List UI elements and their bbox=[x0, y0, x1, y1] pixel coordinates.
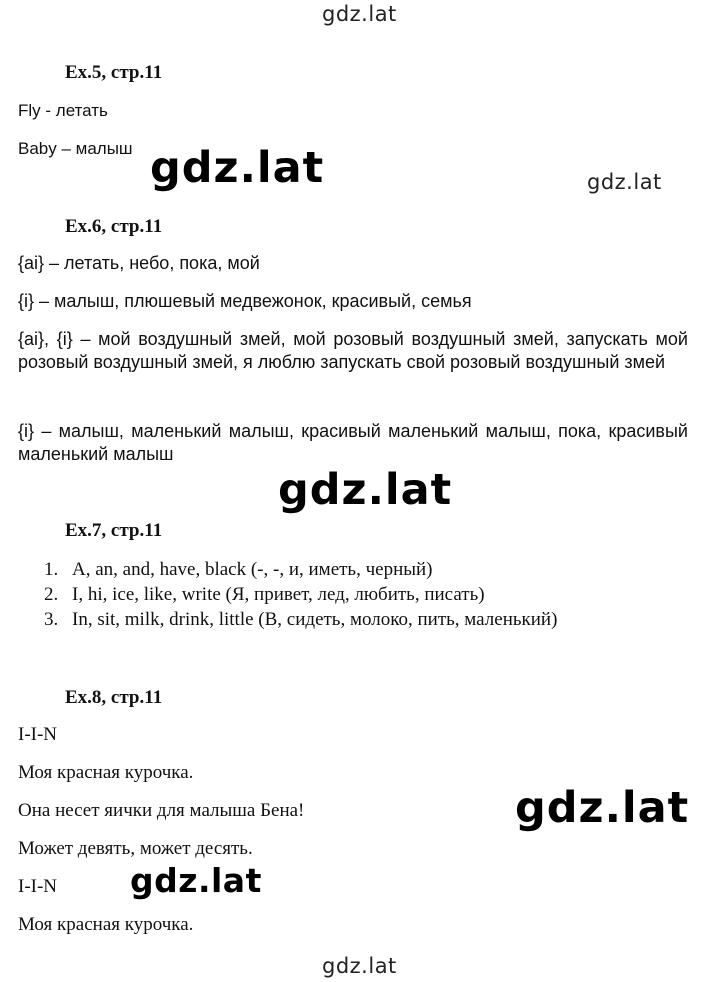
ex6-line-3: {ai}, {i} – мой воздушный змей, мой розовый воздушный змей, запускать мой розовый воздушный змей, я люблю запускать свой розовый воздушный змей bbox=[18, 329, 688, 372]
watermark-big-2: gdz.lat bbox=[278, 465, 453, 515]
watermark-big-1: gdz.lat bbox=[150, 143, 325, 193]
ex8-line-5: I-I-N bbox=[18, 876, 58, 897]
ex8-line-1: I-I-N bbox=[18, 724, 58, 745]
watermark-right-small: gdz.lat bbox=[587, 170, 662, 194]
ex6-line-1: {ai} – летать, небо, пока, мой bbox=[18, 253, 260, 273]
ex5-heading: Ex.5, стр.11 bbox=[65, 62, 163, 83]
list-item bbox=[44, 557, 557, 582]
watermark-mid: gdz.lat bbox=[130, 861, 262, 900]
list-item-number: 3. bbox=[44, 609, 59, 630]
ex8-line-6: Моя красная курочка. bbox=[18, 914, 194, 935]
ex8-line-3: Она несет яички для малыша Бена! bbox=[18, 800, 305, 821]
watermark-bottom: gdz.lat bbox=[322, 954, 397, 978]
ex5-line-1: Fly - летать bbox=[18, 101, 108, 120]
ex6-heading: Ex.6, стр.11 bbox=[65, 216, 163, 237]
ex8-heading: Ex.8, стр.11 bbox=[65, 687, 163, 708]
watermark-big-3: gdz.lat bbox=[515, 783, 690, 833]
ex6-line-2: {i} – малыш, плюшевый медвежонок, красивый, семья bbox=[18, 291, 472, 311]
ex7-list bbox=[44, 557, 557, 632]
list-item bbox=[44, 607, 557, 632]
ex6-line-4: {i} – малыш, маленький малыш, красивый маленький малыш, пока, красивый маленький малыш bbox=[18, 421, 688, 464]
list-item-number: 2. bbox=[44, 584, 59, 605]
list-item-text: In, sit, milk, drink, little (В, сидеть, молоко, пить, маленький) bbox=[72, 609, 558, 630]
ex7-heading: Ex.7, стр.11 bbox=[65, 520, 163, 541]
ex5-line-2: Baby – малыш bbox=[18, 139, 133, 158]
list-item-text: I, hi, ice, like, write (Я, привет, лед, любить, писать) bbox=[72, 584, 485, 605]
ex8-line-4: Может девять, может десять. bbox=[18, 838, 253, 859]
list-item-text: A, an, and, have, black (-, -, и, иметь, черный) bbox=[72, 559, 433, 580]
ex8-line-2: Моя красная курочка. bbox=[18, 762, 194, 783]
list-item-number: 1. bbox=[44, 559, 59, 580]
list-item bbox=[44, 582, 557, 607]
watermark-top: gdz.lat bbox=[322, 2, 397, 26]
